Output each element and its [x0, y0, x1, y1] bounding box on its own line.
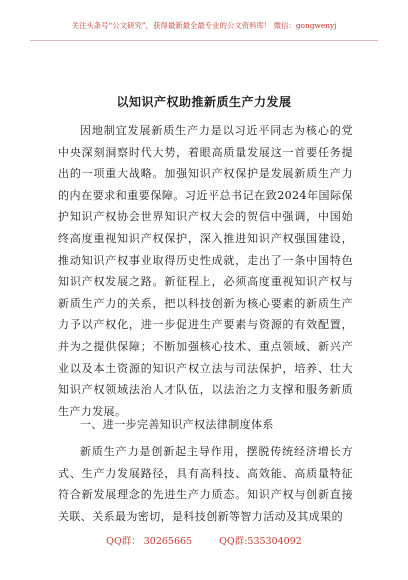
section-heading: 一、进一步完善知识产权法律制度体系: [80, 418, 274, 431]
footer-contact: [0, 533, 408, 547]
paragraph-section-one-text: 新质生产力是创新起主导作用，摆脱传统经济增长方式、生产力发展路径，具有高科技、高效能、高质量特征符合新发展理念的先进生产力质态。知识产权与创新直接关联、关系最为密切，是科技创新等智力活动及其成果的: [58, 445, 353, 523]
footer-qq-group-1: QQ群： 30265665: [106, 536, 193, 547]
paragraph-section-one: [58, 441, 353, 527]
paragraph-intro: [58, 120, 353, 422]
paragraph-intro-text: 因地制宜发展新质生产力是以习近平同志为核心的党中央深刻洞察时代大势，着眼高质量发展这一首要任务提出的一项重大战略。加强知识产权保护是发展新质生产力的内在要求和重要保障。习近平总书记在致2024年国际保护知识产权协会世界知识产权大会的贺信中强调，中国始终高度重视知识产权保护，深入推进知识产权强国建设，推动知识产权事业取得历史性成就，走出了一条中国特色知识产权发展之路。新征程上，必须高度重视知识产权与新质生产力的关系，把以科技创新为核心要素的新质生产力予以产权化，进一步促进生产要素与资源的有效配置，并为之提供保障；不断加强核心技术、重点领域、新兴产业以及本土资源的知识产权立法与司法保护，培养、壮大知识产权领域法治人才队伍，以法治之力支撑和服务新质生产力发展。: [58, 124, 353, 418]
footer-qq-group-2: QQ群:535304092: [219, 536, 302, 547]
header-divider: [30, 40, 378, 41]
document-title: 以知识产权助推新质生产力发展: [116, 95, 292, 109]
header-banner: 关注头条号“公文研究”，获得最新最全最专业的公文资料库！ 微信：gongwenyj: [71, 21, 337, 30]
